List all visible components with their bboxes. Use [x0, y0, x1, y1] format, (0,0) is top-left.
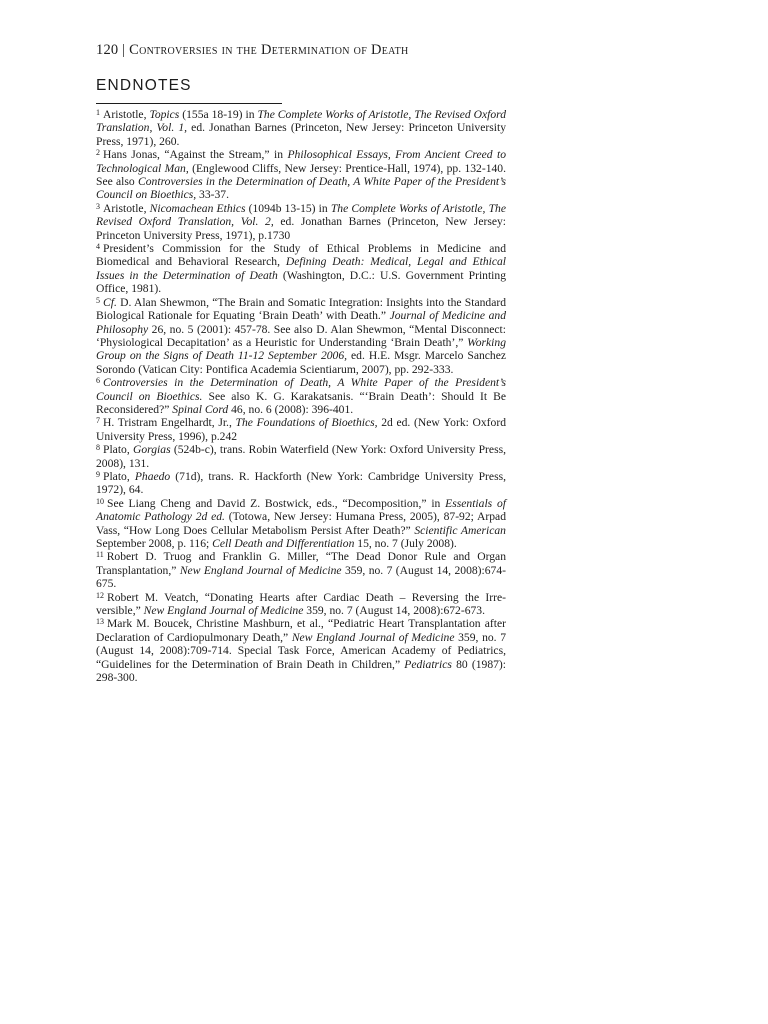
- endnote-text: Aristotle,: [103, 201, 150, 215]
- endnote-text: Hans Jonas, “Against the Stream,” in: [103, 148, 288, 162]
- endnote-text: (Englewood Cliffs, New Jersey: Prentice-Hall, 1974), pp. 132-140. See also: [96, 161, 506, 189]
- endnote-text: 26, no. 5 (2001): 457-78. See also D. Alan Shewmon, “Mental Disconnect: ‘Physiological Decapitation’ as a Heuristic for Understanding ‘Brain Death’,”: [96, 322, 506, 349]
- endnote-text: President’s Commission for the Study of Ethical Problems in Medicine and Biomedical and Behavioral Research,: [96, 242, 506, 269]
- endnote-italic-text: New England Journal of Medicine: [291, 630, 455, 644]
- endnote-italic-text: Journal of Medicine and Philosophy: [96, 309, 506, 336]
- endnote-text: 46, no. 6 (2008): 396-401.: [228, 402, 354, 416]
- endnote-italic-text: Controversies in the Determination of Death, A White Paper of the President’s Council on Bioethics.: [96, 376, 506, 403]
- endnote-text: Mark M. Boucek, Christine Mashburn, et al., “Pediatric Heart Transplantation after Declaration of Cardiopulmonary Death,”: [96, 617, 506, 644]
- endnote: [96, 550, 506, 590]
- endnote-number: 8: [96, 443, 100, 453]
- endnote-text: Plato,: [103, 443, 133, 457]
- endnote-number: 11: [96, 550, 104, 560]
- endnote-italic-text: New England Journal of Medicine: [143, 604, 304, 618]
- endnote-text: Plato,: [103, 469, 135, 483]
- endnote-italic-text: Philosophical Essays, From Ancient Creed to Technological Man,: [96, 148, 506, 175]
- endnote-text: 359, no. 7 (August 14, 2008):672-673.: [303, 604, 486, 618]
- endnote: [96, 108, 506, 148]
- endnote-number: 2: [96, 148, 100, 158]
- endnote-text: ed. H.E. Msgr. Marcelo Sanchez Sorondo (Vatican City: Pontifica Academia Scientiarum, 2007), pp. 292-333.: [96, 349, 506, 376]
- endnote: [96, 416, 506, 443]
- endnote-text: 33-37.: [196, 188, 230, 202]
- endnote-text: 2d ed. (New York: Oxford University Press, 1996), p.242: [96, 416, 506, 443]
- endnote-number: 4: [96, 242, 100, 252]
- endnote-italic-text: Phaedo: [134, 469, 171, 483]
- endnote-text: (Washington, D.C.: U.S. Government Printing Office, 1981).: [96, 268, 506, 296]
- endnote-text: (524b-c), trans. Robin Waterfield (New York: Oxford University Press, 2008), 131.: [96, 443, 506, 470]
- endnote-italic-text: Spinal Cord: [172, 402, 229, 416]
- endnote-italic-text: Scientific American: [414, 523, 506, 537]
- endnote-italic-text: The Complete Works of Aristotle, The Revised Oxford Translation, Vol. 2,: [96, 201, 506, 229]
- endnote-text: ed. Jonathan Barnes (Princeton, New Jersey: Princeton University Press, 1971), 260.: [96, 121, 506, 148]
- endnote: [96, 443, 506, 470]
- endnote-text: 359, no. 7 (August 14, 2008):709-714. Special Task Force, American Academy of Pediatrics, “Guidelines for the Determination of Brain Death in Children,”: [96, 630, 506, 671]
- endnote-number: 5: [96, 295, 100, 305]
- endnote-italic-text: Cf.: [103, 295, 117, 309]
- endnote: [96, 242, 506, 296]
- endnote-text: ed. Jonathan Barnes (Princeton, New Jersey: Princeton University Press, 1971), p.1730: [96, 215, 507, 242]
- endnote-italic-text: Controversies in the Determination of Death, A White Paper of the President’s Council on Bioethics,: [96, 175, 507, 202]
- endnote: [96, 376, 506, 416]
- endnote-italic-text: Topics: [149, 108, 180, 121]
- endnote-text: (Totowa, New Jersey: Humana Press, 2005), 87-92; Arpad Vass, “How Long Does Cellular Metabolism Persist After Death?”: [96, 510, 507, 537]
- endnote-number: 10: [96, 496, 104, 506]
- endnote-italic-text: Cell Death and Differentiation: [212, 537, 355, 550]
- endnote-number: 12: [96, 590, 104, 600]
- page-number: 120 |: [96, 42, 126, 58]
- endnote: [96, 470, 506, 497]
- book-page: [96, 40, 506, 684]
- endnote-text: Robert M. Veatch, “Donating Hearts after Cardiac Death – Reversing the Irreversible,”: [96, 590, 506, 618]
- endnote: [96, 497, 506, 551]
- endnote: [96, 617, 506, 684]
- endnote-text: (71d), trans. R. Hackforth (New York: Cambridge University Press, 1972), 64.: [96, 469, 506, 497]
- endnote-text: September 2008, p. 116;: [96, 537, 213, 550]
- endnote-italic-text: Defining Death: Medical, Legal and Ethical Issues in the Determination of Death: [96, 255, 506, 282]
- endnote-text: (155a 18-19) in: [179, 108, 258, 121]
- endnote-italic-text: Essentials of Anatomic Pathology 2d ed.: [96, 496, 506, 524]
- endnote-number: 3: [96, 201, 100, 211]
- endnotes-list: [96, 108, 506, 684]
- endnote: [96, 148, 506, 202]
- section-title: ENDNOTES: [96, 77, 192, 94]
- endnote-text: 80 (1987): 298-300.: [96, 657, 506, 685]
- endnote-italic-text: Working Group on the Signs of Death 11-12 September 2006,: [96, 335, 506, 363]
- endnote-number: 7: [96, 416, 100, 426]
- endnote-number: 13: [96, 617, 104, 627]
- endnote-italic-text: Pediatrics: [404, 657, 452, 671]
- endnote-number: 1: [96, 108, 100, 117]
- section-rule: [96, 103, 282, 104]
- endnote-italic-text: Gorgias: [133, 443, 171, 457]
- endnote-italic-text: The Foundations of Bioethics,: [235, 416, 378, 430]
- endnote: [96, 202, 506, 242]
- endnote-text: 359, no. 7 (August 14, 2008):674-675.: [96, 563, 506, 591]
- endnote-number: 9: [96, 469, 100, 479]
- endnote-text: See also K. G. Karakatsanis. “‘Brain Death’: Should It Be Reconsidered?”: [96, 389, 506, 416]
- endnote-number: 6: [96, 376, 100, 386]
- endnote-text: 15, no. 7 (July 2008).: [354, 537, 457, 550]
- endnote-text: Aristotle,: [103, 108, 150, 121]
- endnote-italic-text: New England Journal of Medicine: [179, 563, 342, 577]
- endnote: [96, 591, 506, 618]
- endnote-italic-text: The Complete Works of Aristotle, The Revised Oxford Translation, Vol. 1,: [96, 108, 507, 135]
- endnote-italic-text: Nicomachean Ethics: [149, 201, 246, 215]
- endnote-text: H. Tristram Engelhardt, Jr.,: [103, 416, 236, 430]
- endnote-text: D. Alan Shewmon, “The Brain and Somatic Integration: Insights into the Standard Biological Rationale for Equating ‘Brain Death’ with Death.”: [96, 295, 506, 323]
- endnote-text: Robert D. Truog and Franklin G. Miller, “The Dead Donor Rule and Organ Transplantation,”: [96, 550, 506, 577]
- endnote: [96, 296, 506, 376]
- running-title: Controversies in the Determination of Death: [129, 42, 409, 58]
- endnote-text: (1094b 13-15) in: [245, 201, 331, 215]
- endnote-text: See Liang Cheng and David Z. Bostwick, eds., “Decomposition,” in: [107, 496, 446, 510]
- running-header: [96, 40, 506, 60]
